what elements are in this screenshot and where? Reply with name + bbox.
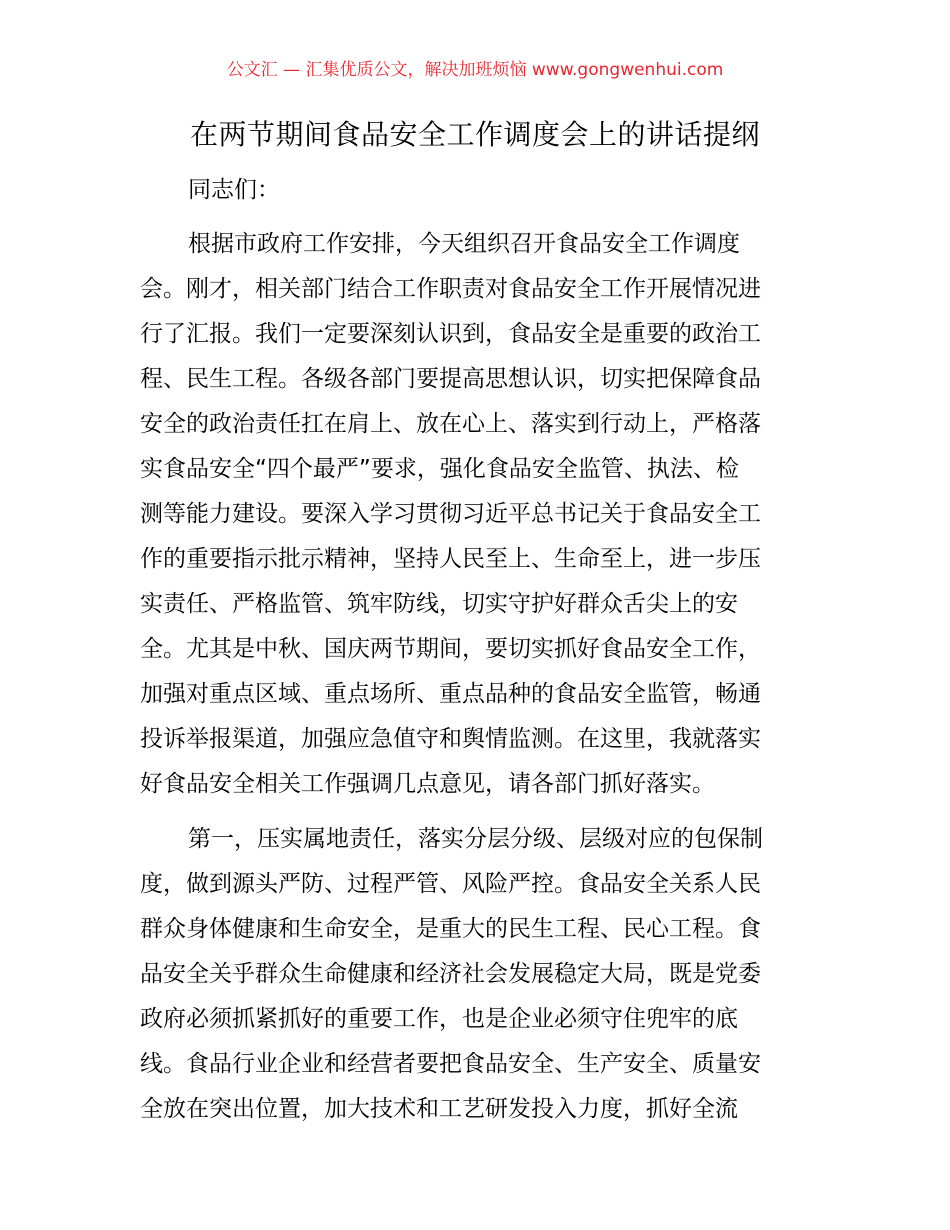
paragraph-line: 政府必须抓紧抓好的重要工作，也是企业必须守住兜牢的底	[140, 1006, 738, 1032]
paragraph-line: 投诉举报渠道，加强应急值守和舆情监测。在这里，我就落实	[140, 726, 761, 752]
paragraph-line: 全放在突出位置，加大技术和工艺研发投入力度，抓好全流	[140, 1096, 738, 1122]
paragraph-line: 线。食品行业企业和经营者要把食品安全、生产安全、质量安	[140, 1051, 761, 1077]
document-title: 在两节期间食品安全工作调度会上的讲话提纲	[189, 118, 760, 151]
paragraph-line: 群众身体健康和生命安全，是重大的民生工程、民心工程。食	[140, 916, 761, 942]
salutation: 同志们：	[188, 177, 280, 203]
watermark-header: 公文汇 — 汇集优质公文，解决加班烦恼 www.gongwenhui.com	[226, 60, 724, 80]
paragraph-2	[140, 817, 812, 1132]
paragraph-line: 加强对重点区域、重点场所、重点品种的食品安全监管，畅通	[140, 681, 761, 707]
paragraph-line: 测等能力建设。要深入学习贯彻习近平总书记关于食品安全工	[140, 501, 761, 527]
paragraph-line: 实食品安全“四个最严”要求，强化食品安全监管、执法、检	[140, 456, 739, 482]
paragraph-line: 会。刚才，相关部门结合工作职责对食品安全工作开展情况进	[140, 276, 761, 302]
paragraph-line: 度，做到源头严防、过程严管、风险严控。食品安全关系人民	[140, 871, 761, 897]
paragraph-line: 实责任、严格监管、筑牢防线，切实守护好群众舌尖上的安	[140, 591, 738, 617]
paragraph-line: 根据市政府工作安排，今天组织召开食品安全工作调度	[188, 231, 740, 257]
paragraph-line: 品安全关乎群众生命健康和经济社会发展稳定大局，既是党委	[140, 961, 761, 987]
paragraph-line: 好食品安全相关工作强调几点意见，请各部门抓好落实。	[140, 771, 715, 797]
document-body	[140, 168, 812, 1132]
paragraph-1	[140, 222, 812, 807]
paragraph-line: 全。尤其是中秋、国庆两节期间，要切实抓好食品安全工作，	[140, 636, 761, 662]
paragraph-line: 行了汇报。我们一定要深刻认识到，食品安全是重要的政治工	[140, 321, 761, 347]
paragraph-line: 安全的政治责任扛在肩上、放在心上、落实到行动上，严格落	[140, 411, 761, 437]
paragraph-line: 第一，压实属地责任，落实分层分级、层级对应的包保制	[188, 826, 763, 852]
paragraph-line: 作的重要指示批示精神，坚持人民至上、生命至上，进一步压	[140, 546, 761, 572]
paragraph-line: 程、民生工程。各级各部门要提高思想认识，切实把保障食品	[140, 366, 761, 392]
